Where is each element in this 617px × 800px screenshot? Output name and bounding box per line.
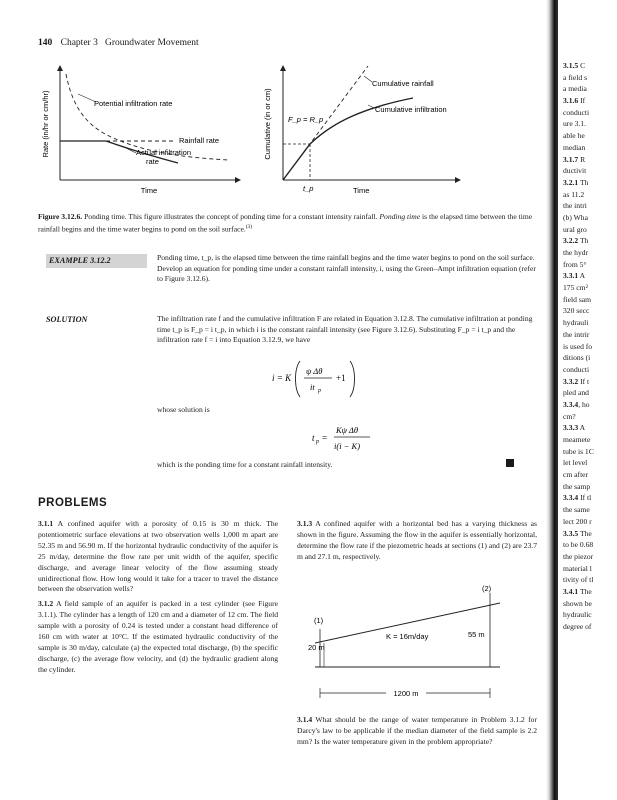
left-ylabel: Rate (in/hr or cm/hr)	[41, 90, 50, 158]
ponding-text: which is the ponding time for a constant rainfall intensity.	[157, 460, 333, 469]
next-page-line: pled and	[563, 388, 589, 398]
next-page-line: 3.3.4, ho	[563, 399, 590, 409]
solution-text: The infiltration rate f and the cumulative infiltration F are related in Equation 3.12.8. The cumulative infiltration at ponding time t_p is F_p = i t_p, in which i is the constant rainfall intensity (see Figure 3.12.6). Substituting F_p = i t_p and the infiltration rate f = i into Equation 3.12.9, we have	[157, 314, 533, 345]
section-2-label: (2)	[482, 585, 492, 593]
next-page-line: cm after	[563, 470, 589, 480]
next-page-line: let level	[563, 458, 588, 468]
next-page-line: the same	[563, 505, 590, 515]
next-page-line: hydrauli	[563, 318, 589, 328]
svg-text:ψ Δθ: ψ Δθ	[306, 366, 323, 376]
problems-col-right-2	[297, 715, 537, 748]
next-page-line: tivity of tl	[563, 575, 594, 585]
rainfall-label: Rainfall rate	[179, 136, 220, 145]
next-page-line: is used fo	[563, 341, 593, 351]
next-page-line: material l	[563, 563, 592, 573]
example-text: Ponding time, t_p, is the elapsed time between the time rainfall begins and the time water begins to pond on the soil surface. Develop an equation for ponding time under a constant rainfall intensity, i, using the Green–Ampt infiltration equation (refer to Figure 3.12.6).	[157, 253, 536, 284]
svg-text:=: =	[322, 433, 328, 443]
svg-text:t: t	[312, 433, 315, 443]
problem-3-1-3: 3.1.3 A confined aquifer with a horizontal bed has a varying thickness as shown in the figure. Assuming the flow in the aquifer is essentially horizontal, determine the flow rate if the piezometric heads at sections (1) and (2) are 23.7 m and 27.1 m, respectively.	[297, 519, 538, 561]
next-page-line: 3.3.5 The	[563, 528, 592, 538]
next-page-line: tube is 1C	[563, 446, 594, 456]
next-page-line: 3.4.1 The	[563, 586, 592, 596]
page-number: 140	[38, 38, 53, 48]
caption-ref: (3)	[245, 224, 253, 231]
problems-heading: PROBLEMS	[38, 497, 108, 509]
next-page-line: 3.1.7 R	[563, 154, 586, 164]
next-page-line: a media	[563, 84, 587, 94]
section-1-label: (1)	[314, 616, 324, 625]
problem-3-1-1: 3.1.1 A confined aquifer with a porosity of 0.15 is 30 m thick. The potentiometric surface elevations at two observation wells 1,000 m apart are 52.35 m and 56.90 m. If the horizontal hydraulic conductivity of the aquifer is 25 m/day, determine the flow rate per unit width of the aquifer, specific discharge, and average linear velocity of the flow assuming steady unidirectional flow. How long would it take for a tracer to travel the distance between the observation wells?	[38, 519, 279, 594]
caption-italic: Ponding time	[379, 212, 421, 221]
book-spine-shadow	[546, 0, 558, 800]
next-page-line: 3.2.1 Th	[563, 177, 589, 187]
right-ylabel: Cumulative (in or cm)	[263, 88, 272, 160]
k-label: K = 16m/day	[386, 632, 429, 641]
next-page-line: 3.3.4 If tl	[563, 493, 592, 503]
next-page-line: 3.3.3 A	[563, 423, 586, 433]
next-page-line: ure 3.1.	[563, 119, 586, 129]
problems-col-right	[297, 519, 537, 563]
h1-label: 20 m	[308, 643, 325, 652]
next-page-line: ditions (i	[563, 353, 591, 363]
svg-text:i = K: i = K	[272, 373, 292, 383]
example-label: EXAMPLE 3.12.2	[46, 254, 147, 268]
problem-3-1-4: 3.1.4 What should be the range of water temperature in Problem 3.1.2 for Darcy's law to be applicable if the median diameter of the field sample is 2.2 mm? Is the water temperature given in the problem appropriate?	[297, 715, 537, 746]
next-page-line: conducti	[563, 107, 590, 117]
length-label: 1200 m	[393, 689, 419, 698]
whose-text: whose solution is	[157, 405, 210, 414]
problem-3-1-2: 3.1.2 A field sample of an aquifer is packed in a test cylinder (see Figure 3.1.1). The cylinder has a length of 120 cm and a diameter of 12 cm. The field sample with a porosity of 0.24 is tested under a constant head difference of 160 cm with water at 10°C. If the estimated hydraulic conductivity of the sample is 30 m/day, calculate (a) the expected total discharge, (b) the specific discharge, (c) the average flow velocity, and (d) the hydraulic gradient along the cylinder.	[38, 599, 278, 674]
next-page-line: cm?	[563, 411, 576, 421]
next-page-line: hydraulic	[563, 610, 592, 620]
next-page-line: 3.3.2 If t	[563, 376, 590, 386]
potential-label: Potential infiltration rate	[94, 99, 173, 108]
next-page-line: the intri	[563, 201, 587, 211]
next-page-line: a field s	[563, 72, 588, 82]
caption-label: Figure 3.12.6.	[38, 212, 83, 221]
next-page-line: 3.1.6 If	[563, 96, 586, 106]
next-page-line: the samp	[563, 481, 591, 491]
aquifer-figure	[300, 585, 540, 710]
equation-2	[310, 418, 410, 458]
fp-label: F_p = R_p	[288, 115, 324, 124]
next-page-line: 3.1.5 C	[563, 61, 586, 70]
figure-3-12-6	[38, 60, 548, 210]
next-page-line: to be 0.68	[563, 540, 594, 550]
svg-text:Kψ Δθ: Kψ Δθ	[336, 425, 359, 435]
svg-text:p: p	[318, 388, 321, 394]
problems-col-left	[38, 519, 278, 676]
next-page-line: (b) Wha	[563, 212, 588, 222]
right-panel	[263, 66, 458, 195]
next-page-line: ural gro	[563, 224, 587, 234]
h2-label: 55 m	[468, 630, 485, 639]
next-page-line: meamete	[563, 435, 591, 444]
next-page-line: ductivit	[563, 166, 587, 176]
next-page-line: lect 200 r	[563, 516, 592, 526]
solution-label: SOLUTION	[46, 315, 88, 324]
next-page-line: the hydr	[563, 248, 589, 257]
svg-text:i(i − K): i(i − K)	[334, 441, 361, 451]
next-page-column	[563, 60, 617, 633]
svg-text:it: it	[310, 382, 315, 392]
figure-caption	[38, 212, 543, 235]
caption-text: Ponding time. This figure illustrates the concept of ponding time for a constant intensity rainfall.	[84, 212, 378, 221]
next-page-line: the intrir	[563, 329, 590, 339]
tp-label: t_p	[303, 184, 314, 193]
chapter-label: Chapter 3	[60, 38, 98, 48]
next-page-line: shown be	[563, 598, 592, 608]
next-page-line: 175 cm²	[563, 283, 588, 293]
next-page-line: from 5°	[563, 259, 587, 269]
next-page-line: 3.2.2 Th	[563, 236, 589, 246]
page-header	[38, 38, 199, 48]
next-page-line: 320 secc	[563, 306, 590, 316]
end-of-example-mark	[506, 459, 514, 467]
next-page-line: conducti	[563, 364, 590, 374]
cum-rain-label: Cumulative rainfall	[372, 79, 434, 88]
equation-1	[270, 355, 420, 403]
svg-text:+1: +1	[336, 373, 346, 383]
next-page-line: median	[563, 142, 586, 152]
actual-label-1: Actual infiltration	[136, 148, 192, 157]
right-xlabel: Time	[353, 186, 370, 195]
next-page-line: the piezor	[563, 551, 594, 561]
next-page-line: degree of	[563, 622, 592, 631]
caption-text-2: is the elapsed time between the time rainfall begins and the time water begins to pond on the soil surface.	[38, 212, 533, 234]
next-page-line: as 11.2	[563, 189, 585, 199]
left-panel	[41, 68, 238, 195]
next-page-line: field sam	[563, 294, 592, 304]
next-page-line: able he	[563, 131, 585, 141]
svg-text:p: p	[316, 439, 319, 445]
actual-label-2: rate	[146, 157, 159, 166]
next-page-line: 3.3.1 A	[563, 271, 586, 281]
left-xlabel: Time	[140, 186, 158, 195]
cum-inf-label: Cumulative infiltration	[375, 105, 447, 114]
section-label: Groundwater Movement	[104, 38, 199, 48]
